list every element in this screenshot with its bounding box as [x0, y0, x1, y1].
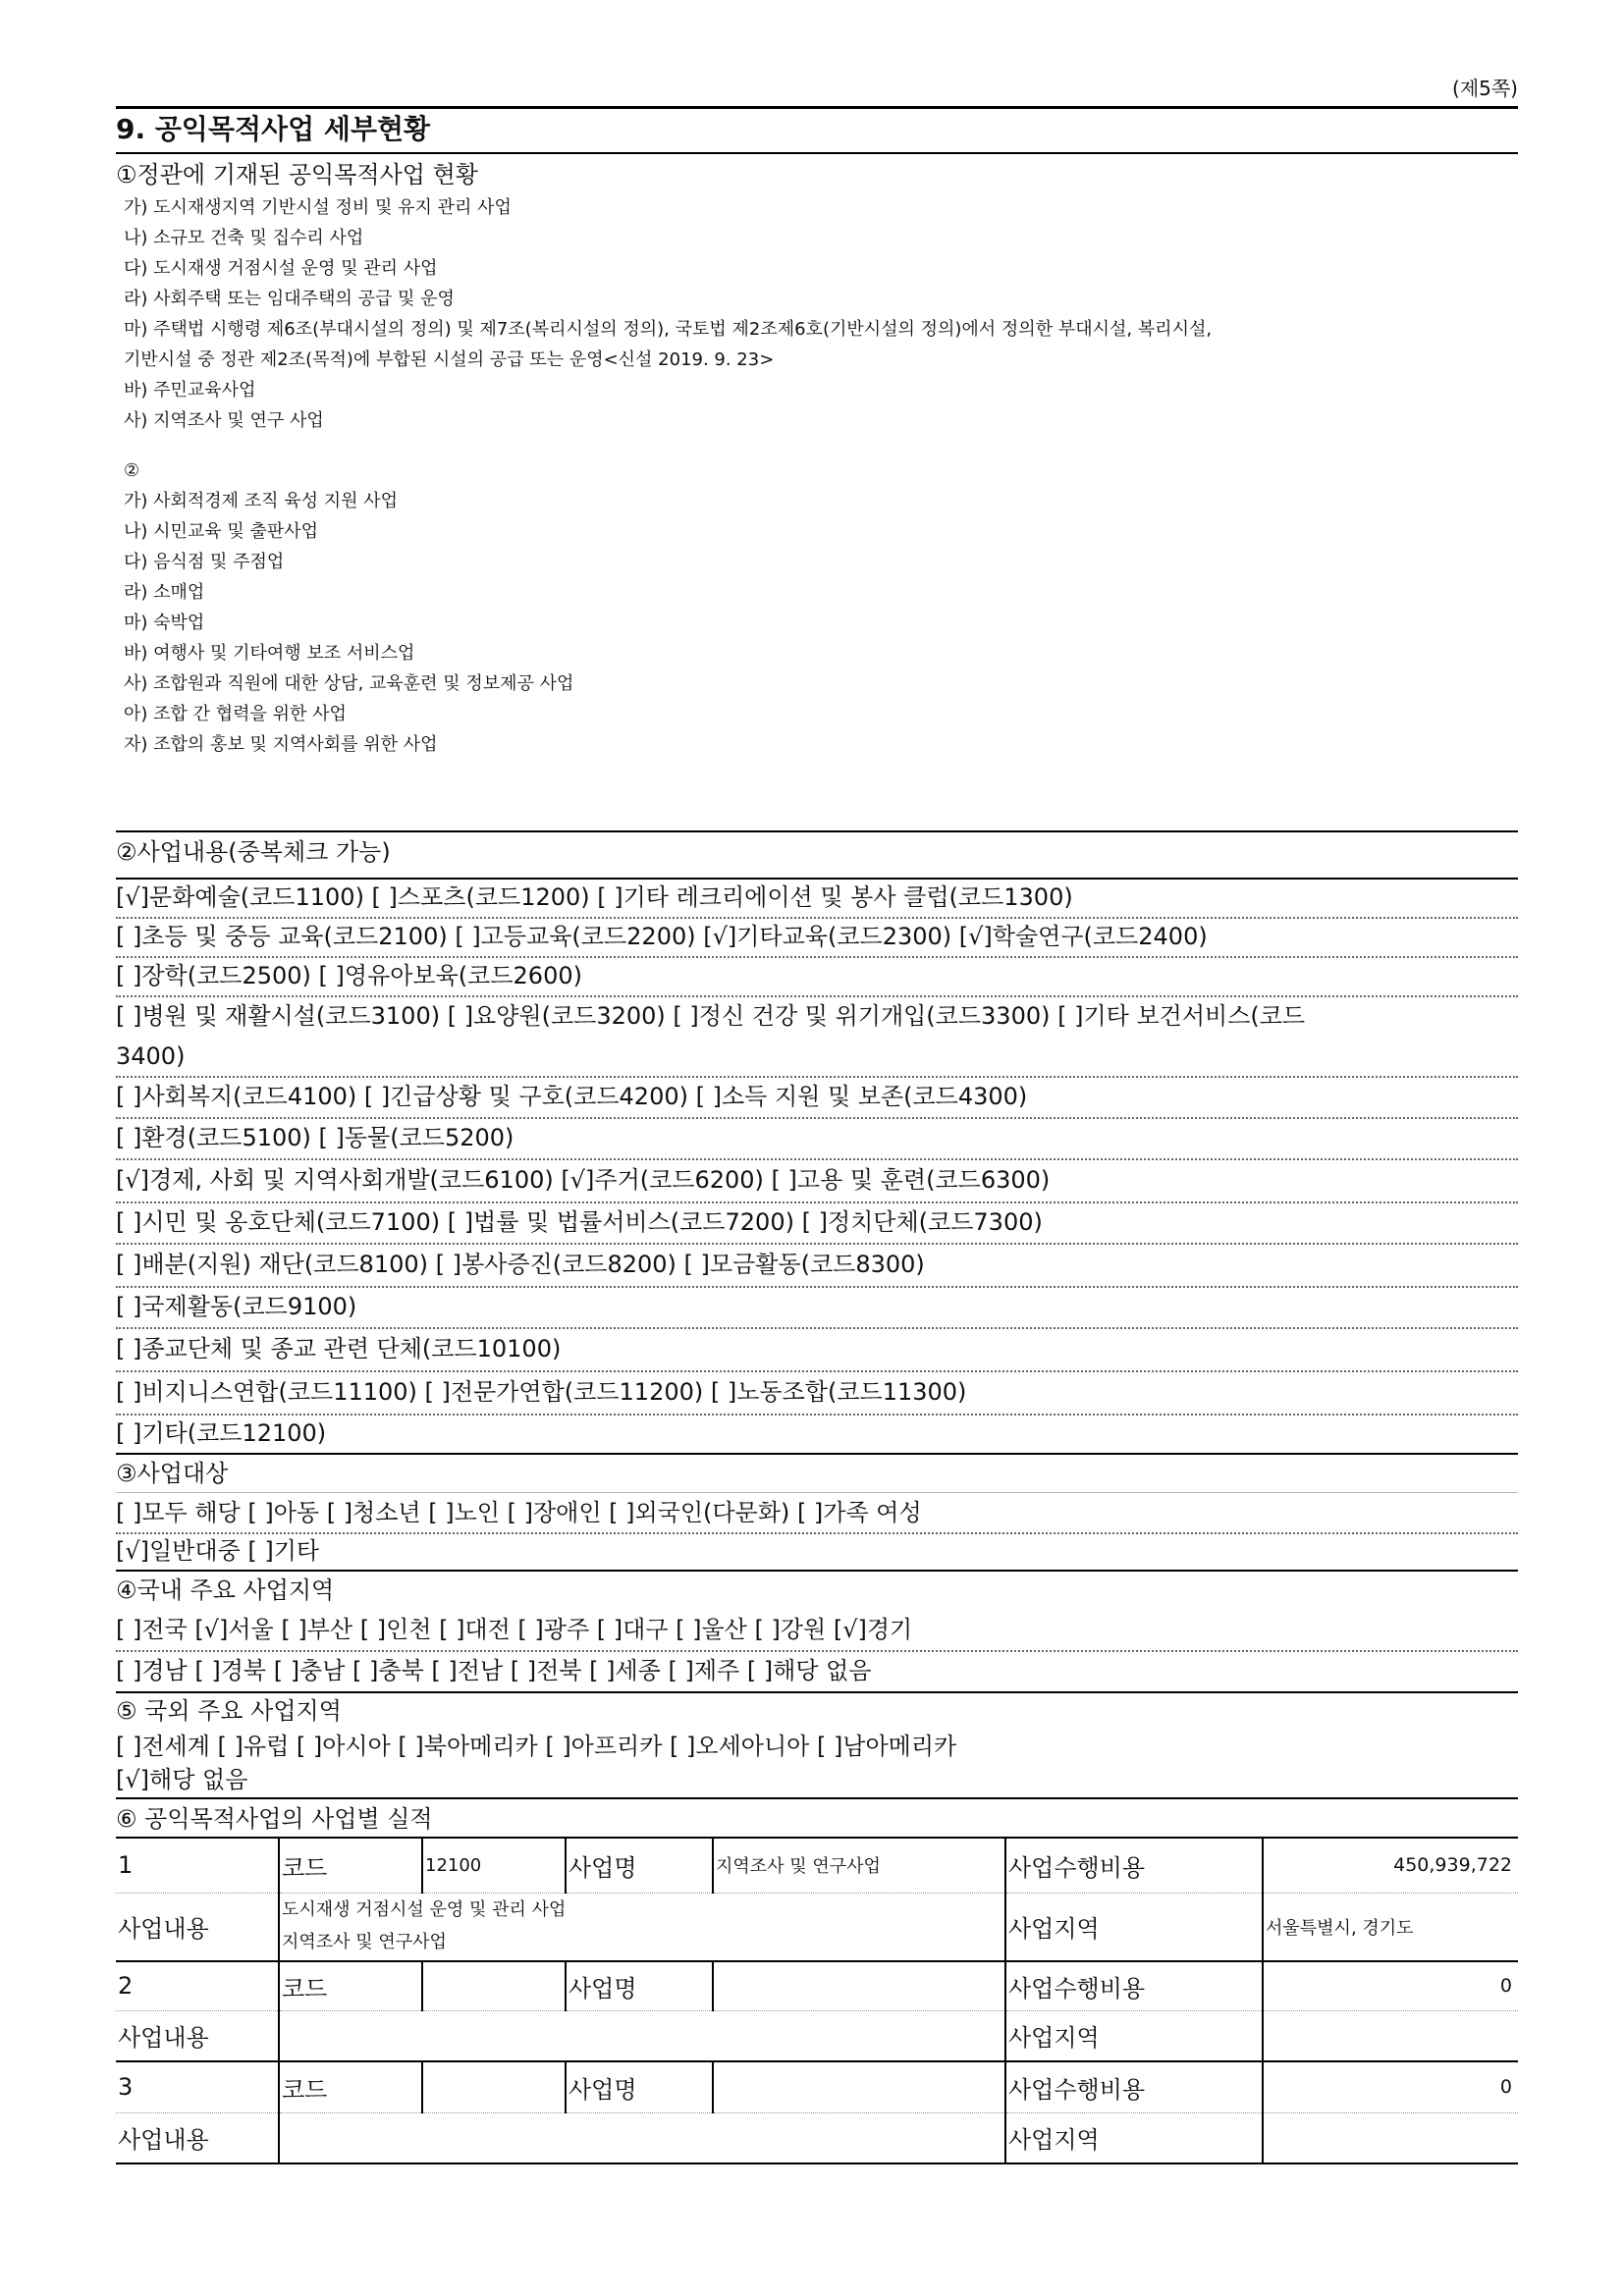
list-item: 사) 조합원과 직원에 대한 상담, 교육훈련 및 정보제공 사업: [124, 673, 574, 694]
section-heading: ⑥ 공익목적사업의 사업별 실적: [116, 1797, 1518, 1839]
cost-value: 0: [1263, 2061, 1518, 2112]
table-row: [116, 1838, 1518, 1893]
content-value: [279, 2112, 1005, 2163]
sub-heading: ②: [124, 460, 140, 481]
name-value: [713, 1961, 1005, 2010]
region-label: 사업지역: [1005, 1893, 1263, 1961]
content-label: 사업내용: [116, 2112, 279, 2163]
checkbox-line: [ ]전국 [√]서울 [ ]부산 [ ]인천 [ ]대전 [ ]광주 [ ]대구 [ ]울산 [ ]강원 [√]경기: [116, 1609, 1518, 1652]
list-item: 다) 도시재생 거점시설 운영 및 관리 사업: [124, 258, 438, 279]
region-value: 서울특별시, 경기도: [1263, 1893, 1518, 1961]
checkbox-line: [ ]사회복지(코드4100) [ ]긴급상황 및 구호(코드4200) [ ]소득 지원 및 보존(코드4300): [116, 1076, 1518, 1119]
checkbox-line: 3400): [116, 1037, 1518, 1078]
region-label: 사업지역: [1005, 2010, 1263, 2061]
performance-table: [116, 1837, 1518, 2164]
list-item: 바) 여행사 및 기타여행 보조 서비스업: [124, 643, 415, 664]
code-value: [422, 2061, 566, 2112]
checkbox-line: [ ]종교단체 및 종교 관련 단체(코드10100): [116, 1327, 1518, 1372]
list-item: 마) 주택법 시행령 제6조(부대시설의 정의) 및 제7조(복리시설의 정의), 국토법 제2조제6호(기반시설의 정의)에서 정의한 부대시설, 복리시설,: [124, 319, 1213, 340]
checkbox-line: [ ]병원 및 재활시설(코드3100) [ ]요양원(코드3200) [ ]정신 건강 및 위기개입(코드3300) [ ]기타 보건서비스(코드: [116, 1002, 1306, 1030]
table-row: [116, 2112, 1518, 2163]
checkbox-line: [ ]기타(코드12100): [116, 1414, 1518, 1455]
checkbox-line: [ ]초등 및 중등 교육(코드2100) [ ]고등교육(코드2200) [√]기타교육(코드2300) [√]학술연구(코드2400): [116, 917, 1518, 958]
name-value: [713, 2061, 1005, 2112]
page-number: (제5쪽): [1452, 77, 1518, 100]
content-label: 사업내용: [116, 2010, 279, 2061]
checkbox-line: [ ]모두 해당 [ ]아동 [ ]청소년 [ ]노인 [ ]장애인 [ ]외국인(다문화) [ ]가족 여성: [116, 1493, 1518, 1534]
region-value: [1263, 2112, 1518, 2163]
checkbox-line: [ ]환경(코드5100) [ ]동물(코드5200): [116, 1117, 1518, 1160]
page-title: 9. 공익목적사업 세부현황: [116, 106, 1518, 154]
table-row: [116, 1961, 1518, 2010]
checkbox-line: [√]해당 없음: [116, 1766, 248, 1793]
cost-value: 0: [1263, 1961, 1518, 2010]
list-item: 라) 사회주택 또는 임대주택의 공급 및 운영: [124, 289, 455, 309]
cost-label: 사업수행비용: [1005, 2061, 1263, 2112]
list-item: 자) 조합의 홍보 및 지역사회를 위한 사업: [124, 734, 438, 755]
checkbox-line: [ ]비지니스연합(코드11100) [ ]전문가연합(코드11200) [ ]노동조합(코드11300): [116, 1370, 1518, 1415]
section-heading: ⑤ 국외 주요 사업지역: [116, 1697, 342, 1725]
row-number: 1: [116, 1838, 279, 1893]
checkbox-line: [√]일반대중 [ ]기타: [116, 1532, 1518, 1572]
checkbox-line: [ ]장학(코드2500) [ ]영유아보육(코드2600): [116, 956, 1518, 997]
list-item: 마) 숙박업: [124, 613, 205, 633]
checkbox-line: [√]경제, 사회 및 지역사회개발(코드6100) [√]주거(코드6200) [ ]고용 및 훈련(코드6300): [116, 1158, 1518, 1203]
content-line: 지역조사 및 연구사업: [282, 1931, 447, 1952]
row-number: 3: [116, 2061, 279, 2112]
list-item: 가) 사회적경제 조직 육성 지원 사업: [124, 491, 399, 511]
region-label: 사업지역: [1005, 2112, 1263, 2163]
list-item: 아) 조합 간 협력을 위한 사업: [124, 704, 347, 724]
cost-label: 사업수행비용: [1005, 1838, 1263, 1893]
list-item: 나) 소규모 건축 및 집수리 사업: [124, 228, 364, 248]
name-value: 지역조사 및 연구사업: [713, 1838, 1005, 1893]
section-heading: ①정관에 기재된 공익목적사업 현황: [116, 161, 478, 188]
code-value: [422, 1961, 566, 2010]
content-value: [279, 1893, 1005, 1961]
content-label: 사업내용: [116, 1893, 279, 1961]
checkbox-line: [ ]전세계 [ ]유럽 [ ]아시아 [ ]북아메리카 [ ]아프리카 [ ]오세아니아 [ ]남아메리카: [116, 1733, 957, 1760]
list-item: 사) 지역조사 및 연구 사업: [124, 410, 324, 431]
checkbox-line: [ ]시민 및 옹호단체(코드7100) [ ]법률 및 법률서비스(코드7200) [ ]정치단체(코드7300): [116, 1201, 1518, 1245]
list-item: 다) 음식점 및 주점업: [124, 552, 285, 572]
list-item: 라) 소매업: [124, 582, 205, 603]
checkbox-line: [ ]배분(지원) 재단(코드8100) [ ]봉사증진(코드8200) [ ]모금활동(코드8300): [116, 1243, 1518, 1288]
table-row: [116, 2061, 1518, 2112]
code-label: 코드: [279, 1838, 422, 1893]
content-line: 도시재생 거점시설 운영 및 관리 사업: [282, 1898, 567, 1920]
code-label: 코드: [279, 2061, 422, 2112]
list-item: 기반시설 중 정관 제2조(목적)에 부합된 시설의 공급 또는 운영<신설 2019. 9. 23>: [124, 349, 775, 370]
checkbox-line: [ ]경남 [ ]경북 [ ]충남 [ ]충북 [ ]전남 [ ]전북 [ ]세종 [ ]제주 [ ]해당 없음: [116, 1650, 1518, 1693]
table-row: [116, 1893, 1518, 1961]
section-heading: ③사업대상: [116, 1455, 1518, 1493]
name-label: 사업명: [566, 1838, 713, 1893]
list-item: 가) 도시재생지역 기반시설 정비 및 유지 관리 사업: [124, 197, 512, 218]
table-row: [116, 2010, 1518, 2061]
checkbox-line: [√]문화예술(코드1100) [ ]스포츠(코드1200) [ ]기타 레크리에이션 및 봉사 클럽(코드1300): [116, 878, 1518, 919]
name-label: 사업명: [566, 2061, 713, 2112]
section-heading: ②사업내용(중복체크 가능): [116, 832, 1518, 880]
checkbox-line: [ ]국제활동(코드9100): [116, 1286, 1518, 1329]
row-number: 2: [116, 1961, 279, 2010]
region-value: [1263, 2010, 1518, 2061]
list-item: 바) 주민교육사업: [124, 380, 256, 400]
section-heading: ④국내 주요 사업지역: [116, 1576, 335, 1604]
content-value: [279, 2010, 1005, 2061]
name-label: 사업명: [566, 1961, 713, 2010]
cost-label: 사업수행비용: [1005, 1961, 1263, 2010]
section-articles-projects: [116, 157, 1518, 832]
code-value: 12100: [422, 1838, 566, 1893]
cost-value: 450,939,722: [1263, 1838, 1518, 1893]
code-label: 코드: [279, 1961, 422, 2010]
list-item: 나) 시민교육 및 출판사업: [124, 521, 319, 542]
